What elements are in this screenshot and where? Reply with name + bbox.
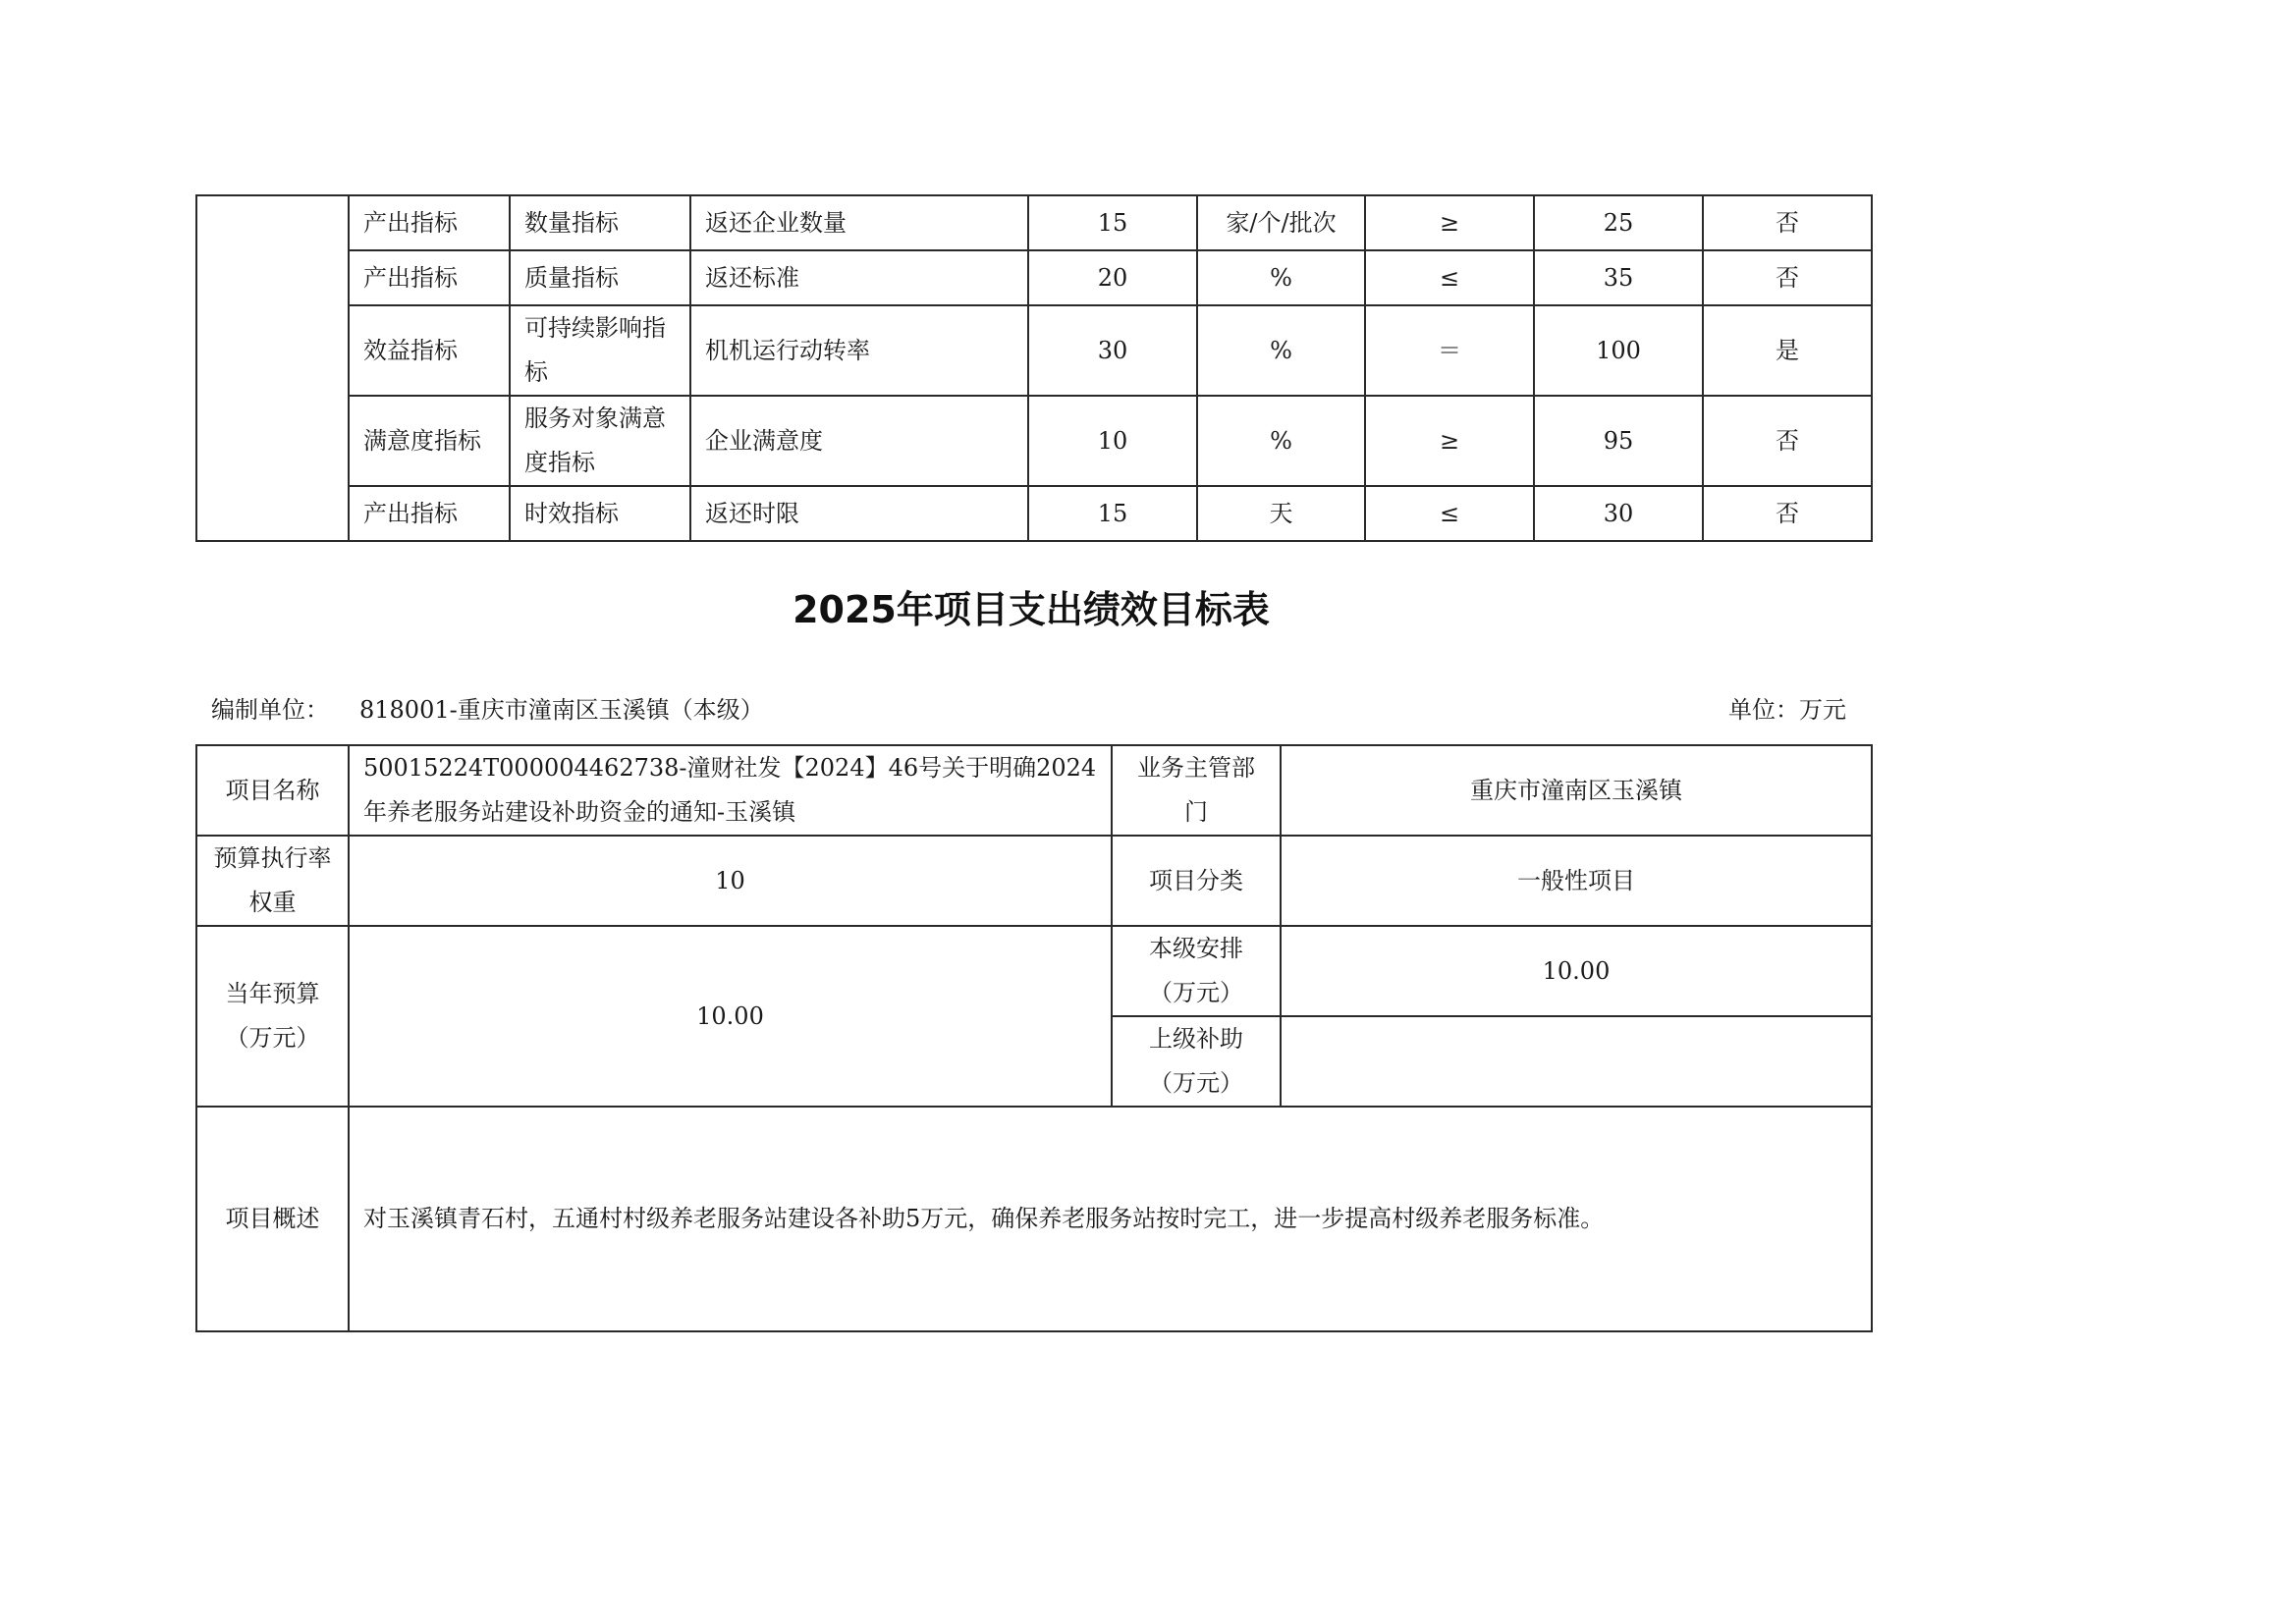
table-row (196, 305, 1872, 396)
project-name-value: 50015224T000004462738-潼财社发【2024】46号关于明确2024年养老服务站建设补助资金的通知-玉溪镇 (349, 745, 1112, 836)
indicator-subcategory: 质量指标 (510, 250, 690, 305)
indicator-weight: 30 (1028, 305, 1197, 396)
compiler-label: 编制单位： (211, 696, 329, 724)
compiler-value: 818001-重庆市潼南区玉溪镇（本级） (359, 696, 764, 724)
indicator-unit: % (1197, 250, 1365, 305)
superior-subsidy-label: 上级补助（万元） (1112, 1016, 1281, 1107)
indicator-target: 95 (1534, 396, 1703, 486)
indicator-name: 返还时限 (690, 486, 1028, 541)
local-arrangement-label: 本级安排（万元） (1112, 926, 1281, 1016)
indicator-subcategory: 时效指标 (510, 486, 690, 541)
table-row (196, 745, 1872, 836)
indicator-operator: ≤ (1365, 250, 1534, 305)
category-value: 一般性项目 (1281, 836, 1872, 926)
indicator-weight: 10 (1028, 396, 1197, 486)
indicator-weight: 15 (1028, 486, 1197, 541)
indicator-target: 35 (1534, 250, 1703, 305)
overview-value: 对玉溪镇青石村，五通村村级养老服务站建设各补助5万元，确保养老服务站按时完工，进一步提高村级养老服务标准。 (349, 1107, 1872, 1331)
table-row (196, 195, 1872, 250)
indicator-flag: 否 (1703, 195, 1872, 250)
budget-weight-value: 10 (349, 836, 1112, 926)
superior-subsidy-value (1281, 1016, 1872, 1107)
indicator-operator: ≥ (1365, 195, 1534, 250)
table-row (196, 926, 1872, 1016)
indicator-flag: 否 (1703, 250, 1872, 305)
indicator-target: 25 (1534, 195, 1703, 250)
indicator-name: 机机运行动转率 (690, 305, 1028, 396)
indicator-name: 企业满意度 (690, 396, 1028, 486)
indicator-subcategory: 数量指标 (510, 195, 690, 250)
table-row (196, 836, 1872, 926)
overview-label: 项目概述 (196, 1107, 349, 1331)
indicator-target: 100 (1534, 305, 1703, 396)
table-row (196, 1107, 1872, 1331)
indicator-subcategory: 可持续影响指标 (510, 305, 690, 396)
table-row (196, 250, 1872, 305)
table-row (196, 486, 1872, 541)
indicator-category: 产出指标 (349, 195, 510, 250)
indicator-name: 返还企业数量 (690, 195, 1028, 250)
local-arrangement-value: 10.00 (1281, 926, 1872, 1016)
money-unit: 单位：万元 (1728, 696, 1846, 724)
indicator-category: 产出指标 (349, 486, 510, 541)
merged-blank-cell (196, 195, 349, 541)
indicator-operator: ＝ (1365, 305, 1534, 396)
annual-budget-label: 当年预算（万元） (196, 926, 349, 1107)
indicator-category: 满意度指标 (349, 396, 510, 486)
annual-budget-value: 10.00 (349, 926, 1112, 1107)
category-label: 项目分类 (1112, 836, 1281, 926)
indicator-name: 返还标准 (690, 250, 1028, 305)
indicator-subcategory: 服务对象满意度指标 (510, 396, 690, 486)
indicator-unit: % (1197, 305, 1365, 396)
indicator-flag: 否 (1703, 396, 1872, 486)
indicator-operator: ≤ (1365, 486, 1534, 541)
project-name-label: 项目名称 (196, 745, 349, 836)
indicator-target: 30 (1534, 486, 1703, 541)
indicator-table (195, 194, 1873, 542)
indicator-unit: 天 (1197, 486, 1365, 541)
indicator-flag: 是 (1703, 305, 1872, 396)
form-title: 2025年项目支出绩效目标表 (793, 588, 1270, 631)
table-row (196, 396, 1872, 486)
indicator-weight: 15 (1028, 195, 1197, 250)
indicator-operator: ≥ (1365, 396, 1534, 486)
indicator-weight: 20 (1028, 250, 1197, 305)
indicator-unit: % (1197, 396, 1365, 486)
project-table (195, 744, 1873, 1332)
dept-value: 重庆市潼南区玉溪镇 (1281, 745, 1872, 836)
dept-label: 业务主管部门 (1112, 745, 1281, 836)
budget-weight-label: 预算执行率权重 (196, 836, 349, 926)
indicator-category: 产出指标 (349, 250, 510, 305)
indicator-unit: 家/个/批次 (1197, 195, 1365, 250)
indicator-category: 效益指标 (349, 305, 510, 396)
indicator-flag: 否 (1703, 486, 1872, 541)
